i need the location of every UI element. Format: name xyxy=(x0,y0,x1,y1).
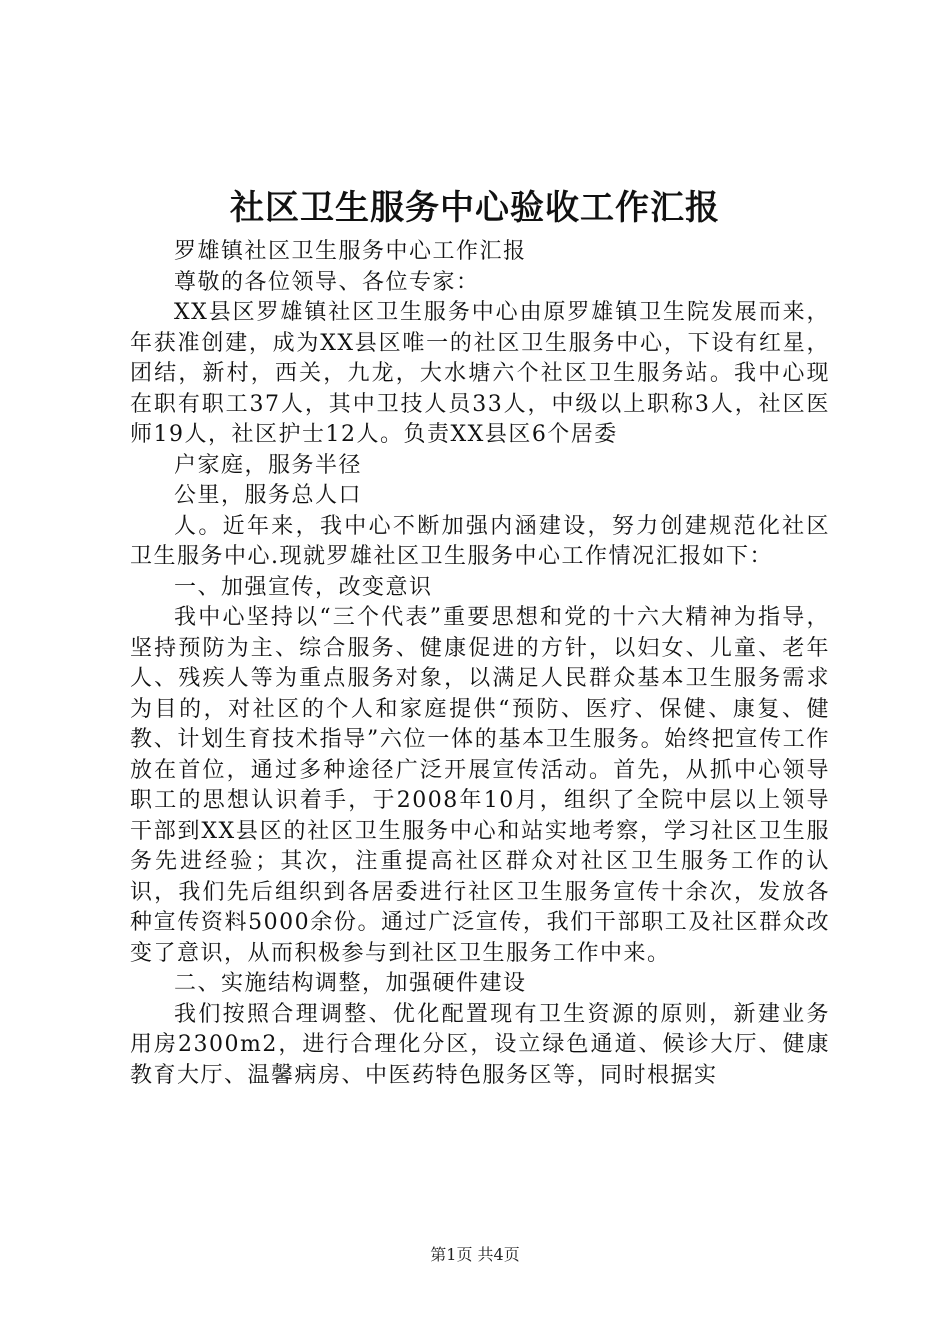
paragraph-population: 人。近年来，我中心不断加强内涵建设，努力创建规范化社区卫生服务中心.现就罗雄社区卫生服务中心工作情况汇报如下： xyxy=(130,513,830,569)
page-footer: 第1页 共4页 xyxy=(430,1245,520,1264)
paragraph-salutation: 尊敬的各位领导、各位专家： xyxy=(174,269,480,295)
paragraph-intro: XX县区罗雄镇社区卫生服务中心由原罗雄镇卫生院发展而来，年获准创建，成为XX县区唯一的社区卫生服务中心，下设有红星，团结，新村，西关，九龙，大水塘六个社区卫生服务站。我中心现在职有职工37人，其中卫技人员33人，中级以上职称3人，社区医师19人，社区护士12人。负责XX县区6个居委 xyxy=(130,300,830,447)
paragraph-section-1: 我中心坚持以“三个代表”重要思想和党的十六大精神为指导，坚持预防为主、综合服务、健康促进的方针，以妇女、儿童、老年人、残疾人等为重点服务对象，以满足人民群众基本卫生服务需求为目的，对社区的个人和家庭提供“预防、医疗、保健、康复、健教、计划生育技术指导”六位一体的基本卫生服务。始终把宣传工作放在首位，通过多种途径广泛开展宣传活动。首先，从抓中心领导职工的思想认识着手，于2008年10月，组织了全院中层以上领导干部到XX县区的社区卫生服务中心和站实地考察，学习社区卫生服务先进经验；其次，注重提高社区群众对社区卫生服务工作的认识，我们先后组织到各居委进行社区卫生服务宣传十余次，发放各种宣传资料5000余份。通过广泛宣传，我们干部职工及社区群众改变了意识，从而积极参与到社区卫生服务工作中来。 xyxy=(130,605,830,966)
section-heading-2: 二、实施结构调整，加强硬件建设 xyxy=(174,971,527,996)
paragraph-households: 户家庭，服务半径 xyxy=(174,452,363,478)
paragraph-section-2: 我们按照合理调整、优化配置现有卫生资源的原则，新建业务用房2300m2，进行合理化分区，设立绿色通道、候诊大厅、健康教育大厅、温馨病房、中医药特色服务区等，同时根据实 xyxy=(130,1001,830,1088)
document-body xyxy=(130,237,830,1091)
section-heading-1: 一、加强宣传，改变意识 xyxy=(174,574,433,600)
paragraph-radius: 公里，服务总人口 xyxy=(174,483,363,508)
document-title: 社区卫生服务中心验收工作汇报 xyxy=(230,188,720,228)
paragraph-subtitle: 罗雄镇社区卫生服务中心工作汇报 xyxy=(174,239,527,264)
